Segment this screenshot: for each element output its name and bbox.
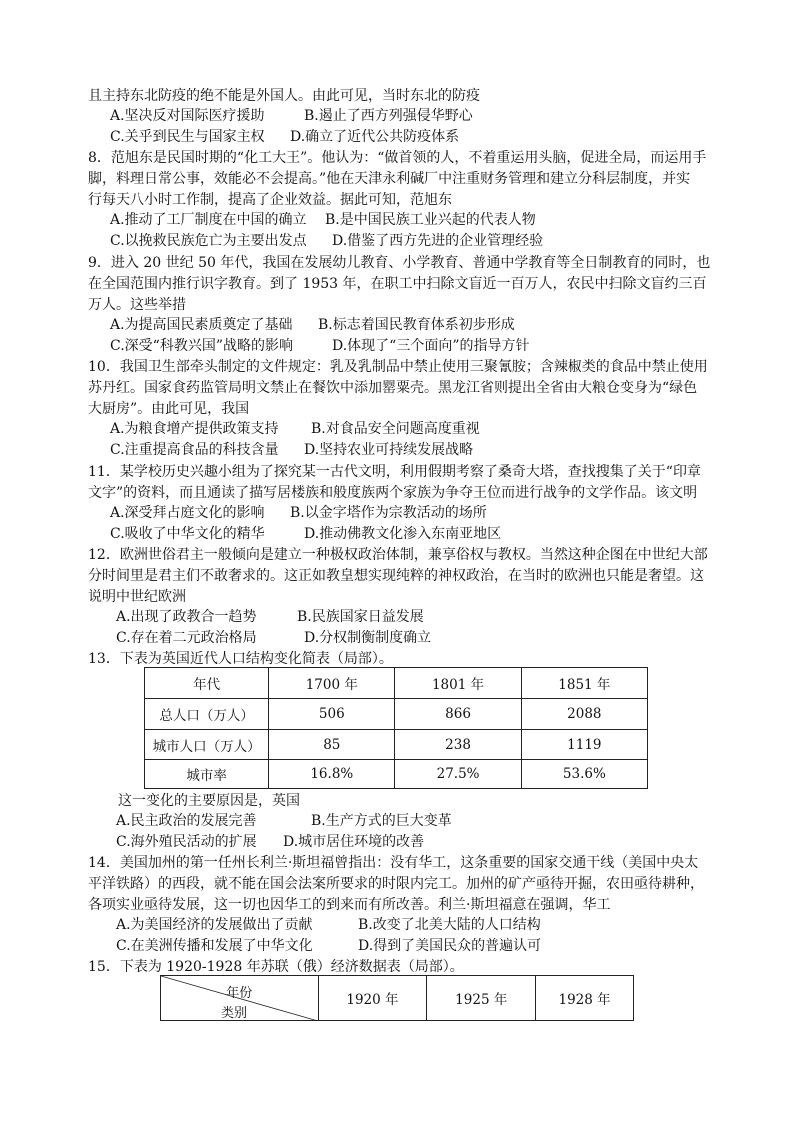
- table-corner-cell: [161, 976, 319, 1021]
- q12-line-2: 分时间里是君主们不敢奢求的。这正如教皇想实现纯粹的神权政治，在当时的欧洲也只能是奢望。这: [88, 568, 704, 584]
- table-cell: 2088: [521, 699, 647, 730]
- q14-option-c: C.在美洲传播和发展了中华文化: [116, 938, 313, 954]
- soviet-economy-table: [160, 975, 634, 1021]
- table-header-cell: 1700 年: [269, 668, 395, 699]
- population-table: [144, 667, 648, 789]
- q9-option-c: C.深受“科教兴国”战略的影响: [110, 338, 293, 354]
- q14-option-a: A.为美国经济的发展做出了贡献: [116, 917, 313, 933]
- q9-line-2: 在全国范围内推行识字教育。到了 1953 年，在职工中扫除文盲近一百万人，农民中扫除文盲约三百: [88, 276, 707, 292]
- q13-option-a: A.民主政治的发展完善: [116, 813, 257, 829]
- table-cell: 城市率: [145, 760, 269, 789]
- table-cell: 16.8%: [269, 760, 395, 789]
- q7-tail: 且主持东北防疫的绝不能是外国人。由此可见，当时东北的防疫: [88, 88, 480, 104]
- q7-option-a: A.坚决反对国际医疗援助: [110, 108, 265, 124]
- q14-line-1: 14．美国加州的第一任州长利兰·斯坦福曾指出：没有华工，这条重要的国家交通干线（美国中央太: [88, 855, 699, 871]
- q11-line-1: 11．某学校历史兴趣小组为了探究某一古代文明，利用假期考察了桑奇大塔，查找搜集了关于“印章: [88, 464, 701, 480]
- table-cell: 27.5%: [395, 760, 521, 789]
- q8-line-1: 8．范旭东是民国时期的“化工大王”。他认为：“做首领的人，不着重运用头脑，促进全局，而运用手: [88, 150, 707, 166]
- q12-option-d: D.分权制衡制度确立: [304, 630, 432, 646]
- q8-option-c: C.以挽救民族危亡为主要出发点: [110, 233, 307, 249]
- q9-option-b: B.标志着国民教育体系初步形成: [318, 317, 515, 333]
- q13-option-c: C.海外殖民活动的扩展: [116, 834, 257, 850]
- q10-option-d: D.坚持农业可持续发展战略: [304, 442, 474, 458]
- table-header-row: [145, 668, 648, 699]
- table-header-cell: 1925 年: [427, 976, 536, 1021]
- q10-line-1: 10．我国卫生部牵头制定的文件规定：乳及乳制品中禁止使用三聚氰胺；含辣椒类的食品中禁止使用: [88, 359, 708, 375]
- q13-stem: 这一变化的主要原因是，英国: [118, 793, 300, 809]
- table-row: [145, 760, 648, 789]
- table-cell: 1119: [521, 730, 647, 760]
- q7-option-b: B.遏止了西方列强侵华野心: [304, 108, 473, 124]
- table-cell: 总人口（万人）: [145, 699, 269, 730]
- q11-option-c: C.吸收了中华文化的精华: [110, 526, 265, 542]
- q11-option-d: D.推动佛教文化渗入东南亚地区: [304, 526, 502, 542]
- q13-intro: 13．下表为英国近代人口结构变化简表（局部）。: [88, 651, 393, 667]
- q14-line-2: 平洋铁路）的西段，就不能在国会法案所要求的时限内完工。加州的矿产亟待开掘，农田亟待耕种，: [88, 876, 704, 892]
- corner-label-year: 年份: [226, 986, 253, 1001]
- q11-line-2: 文字”的资料，而且通读了描写居楼族和般度族两个家族为争夺王位而进行战争的文学作品。该文明: [88, 485, 698, 501]
- q10-line-2: 苏丹红。国家食药监管局明文禁止在餐饮中添加罂粟壳。黑龙江省则提出全省由大粮仓变身为“绿色: [88, 380, 698, 396]
- table-header-row: [161, 976, 634, 1021]
- q8-option-b: B.是中国民族工业兴起的代表人物: [325, 212, 536, 228]
- q9-line-1: 9．进入 20 世纪 50 年代，我国在发展幼儿教育、小学教育、普通中学教育等全日制教育的同时，也: [88, 255, 711, 271]
- q13-option-b: B.生产方式的巨大变革: [311, 813, 452, 829]
- q12-option-b: B.民族国家日益发展: [297, 609, 424, 625]
- table-cell: 城市人口（万人）: [145, 730, 269, 760]
- table-cell: 866: [395, 699, 521, 730]
- q10-option-c: C.注重提高食品的科技含量: [110, 442, 279, 458]
- q12-option-a: A.出现了政教合一趋势: [116, 609, 257, 625]
- q9-option-a: A.为提高国民素质奠定了基础: [110, 317, 293, 333]
- table-row: [145, 699, 648, 730]
- q8-option-d: D.借鉴了西方先进的企业管理经验: [332, 233, 544, 249]
- q10-option-b: B.对食品安全问题高度重视: [311, 421, 480, 437]
- q7-option-c: C.关乎到民生与国家主权: [110, 129, 265, 145]
- q12-line-3: 说明中世纪欧洲: [88, 589, 186, 605]
- table-cell: 506: [269, 699, 395, 730]
- q14-option-b: B.改变了北美大陆的人口结构: [358, 917, 541, 933]
- q10-line-3: 大厨房”。由此可见，我国: [88, 401, 250, 417]
- q8-line-3: 行每天八小时工作制，提高了企业效益。据此可知，范旭东: [88, 192, 452, 208]
- q11-option-a: A.深受拜占庭文化的影响: [110, 505, 265, 521]
- table-header-cell: 年代: [145, 668, 269, 699]
- q14-line-3: 各项实业亟待发展，这一切也因华工的到来而有所改善。利兰·斯坦福意在强调，华工: [88, 897, 611, 913]
- q12-line-1: 12．欧洲世俗君主一般倾向是建立一种极权政治体制，兼享俗权与教权。当然这种企图在中世纪大部: [88, 547, 708, 563]
- q11-option-b: B.以金字塔作为宗教活动的场所: [290, 505, 487, 521]
- table-cell: 53.6%: [521, 760, 647, 789]
- corner-label-category: 类别: [221, 1006, 248, 1021]
- table-cell: 238: [395, 730, 521, 760]
- table-header-cell: 1851 年: [521, 668, 647, 699]
- q8-line-2: 脚，料理日常公事，效能必不会提高。”他在天津永利碱厂中注重财务管理和建立分科层制度，并实: [88, 171, 691, 187]
- q9-option-d: D.体现了“三个面向”的指导方针: [332, 338, 530, 354]
- q9-line-3: 万人。这些举措: [88, 297, 186, 313]
- q13-option-d: D.城市居住环境的改善: [283, 834, 425, 850]
- table-header-cell: 1920 年: [318, 976, 427, 1021]
- table-row: [145, 730, 648, 760]
- q7-option-d: D.确立了近代公共防疫体系: [290, 129, 460, 145]
- q12-option-c: C.存在着二元政治格局: [116, 630, 257, 646]
- table-cell: 85: [269, 730, 395, 760]
- q8-option-a: A.推动了工厂制度在中国的确立: [110, 212, 307, 228]
- table-header-cell: 1801 年: [395, 668, 521, 699]
- q14-option-d: D.得到了美国民众的普遍认可: [358, 938, 542, 954]
- q15-intro: 15．下表为 1920-1928 年苏联（俄）经济数据表（局部）。: [88, 959, 464, 975]
- table-header-cell: 1928 年: [536, 976, 634, 1021]
- q10-option-a: A.为粮食增产提供政策支持: [110, 421, 279, 437]
